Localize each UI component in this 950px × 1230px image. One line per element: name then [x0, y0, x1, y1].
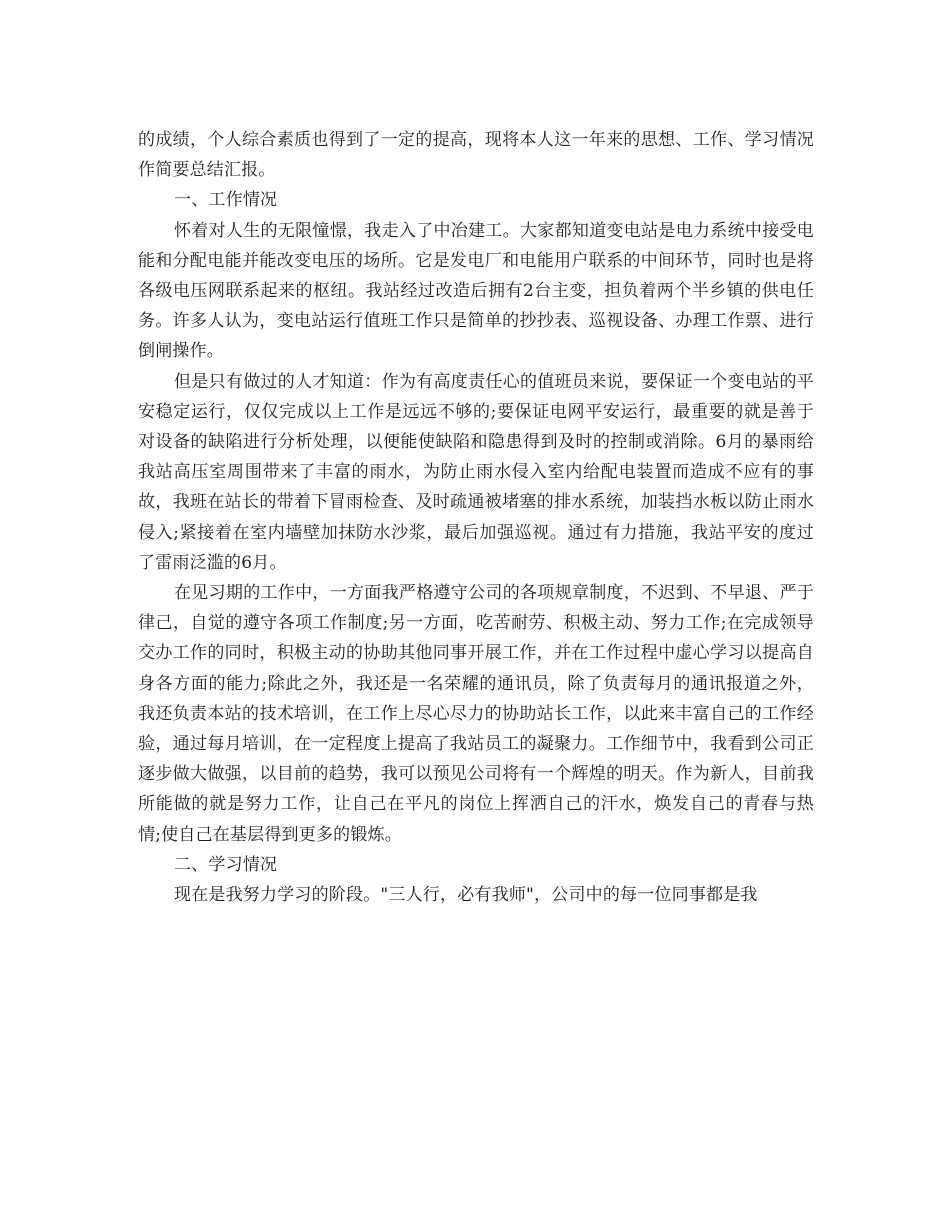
section-heading-study: 二、学习情况 — [174, 854, 278, 875]
paragraph-work-intro: 怀着对人生的无限憧憬，我走入了中冶建工。大家都知道变电站是电力系统中接受电能和分配电能并能改变电压的场所。它是发电厂和电能用户联系的中间环节，同时也是将各级电压网联系起来的枢纽。我站经过改造后拥有2台主变，担负着两个半乡镇的供电任务。许多人认为，变电站运行值班工作只是简单的抄抄表、巡视设备、办理工作票、进行倒闸操作。 — [138, 220, 814, 362]
section-heading-work: 一、工作情况 — [174, 190, 278, 211]
document-body — [138, 125, 814, 910]
paragraph-work-safety: 但是只有做过的人才知道：作为有高度责任心的值班员来说，要保证一个变电站的平安稳定运行，仅仅完成以上工作是远远不够的;要保证电网平安运行，最重要的就是善于对设备的缺陷进行分析处理，以便能使缺陷和隐患得到及时的控制或消除。6月的暴雨给我站高压室周围带来了丰富的雨水，为防止雨水侵入室内给配电装置而造成不应有的事故，我班在站长的带着下冒雨检查、及时疏通被堵塞的排水系统，加装挡水板以防止雨水侵入;紧接着在室内墙壁加抹防水沙浆，最后加强巡视。通过有力措施，我站平安的度过了雷雨泛滥的6月。 — [138, 371, 814, 573]
paragraph-work-internship: 在见习期的工作中，一方面我严格遵守公司的各项规章制度，不迟到、不早退、严于律己，自觉的遵守各项工作制度;另一方面，吃苦耐劳、积极主动、努力工作;在完成领导交办工作的同时，积极主动的协助其他同事开展工作，并在工作过程中虚心学习以提高自身各方面的能力;除此之外，我还是一名荣耀的通讯员，除了负责每月的通讯报道之外，我还负责本站的技术培训，在工作上尽心尽力的协助站长工作，以此来丰富自己的工作经验，通过每月培训，在一定程度上提高了我站员工的凝聚力。工作细节中，我看到公司正逐步做大做强，以目前的趋势，我可以预见公司将有一个辉煌的明天。作为新人，目前我所能做的就是努力工作，让自己在平凡的岗位上挥洒自己的汗水，焕发自己的青春与热情;使自己在基层得到更多的锻炼。 — [138, 583, 814, 845]
paragraph-study-intro: 现在是我努力学习的阶段。"三人行，必有我师"，公司中的每一位同事都是我 — [174, 885, 758, 906]
paragraph-continuation: 的成绩，个人综合素质也得到了一定的提高，现将本人这一年来的思想、工作、学习情况作简要总结汇报。 — [138, 130, 814, 181]
